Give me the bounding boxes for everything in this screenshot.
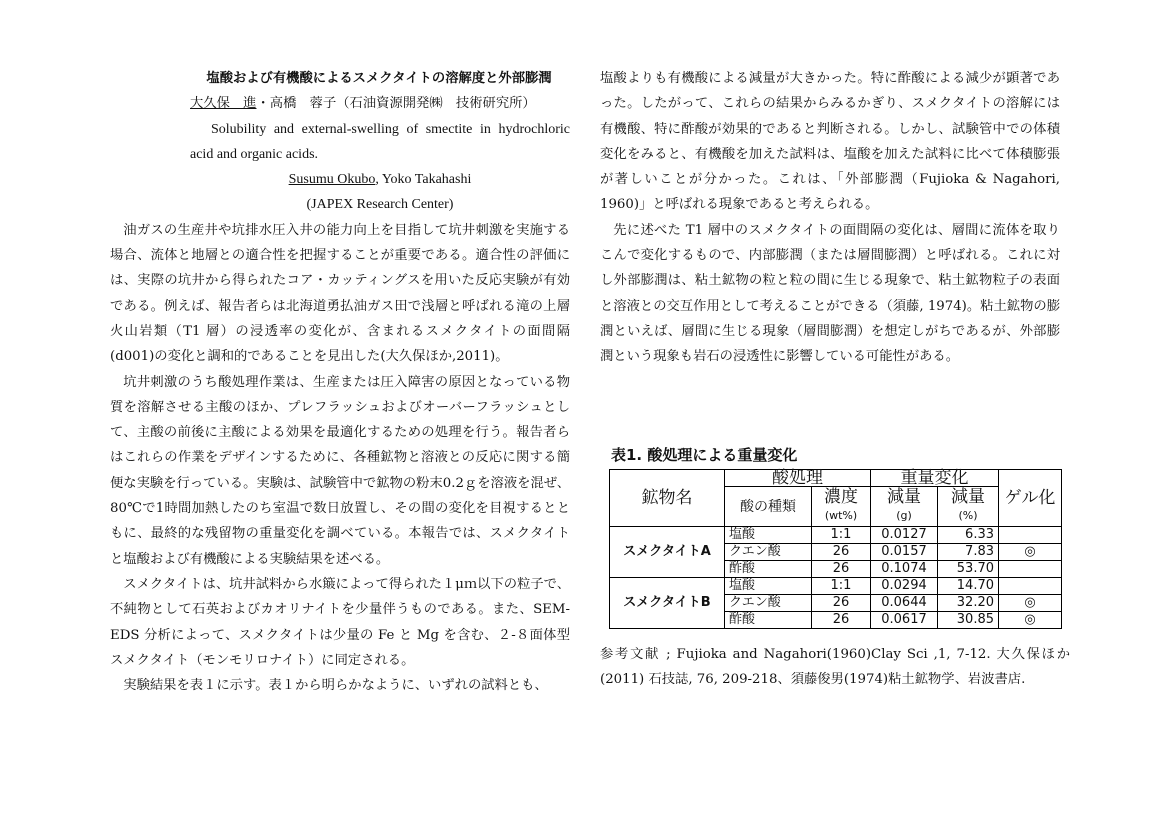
acid-cell: 酢酸 bbox=[725, 561, 812, 578]
loss-pct-cell: 14.70 bbox=[938, 578, 999, 595]
loss-g-cell: 0.0644 bbox=[871, 595, 938, 612]
gel-cell bbox=[999, 561, 1062, 578]
header-acid-type: 酸の種類 bbox=[725, 487, 812, 527]
loss-pct-cell: 6.33 bbox=[938, 527, 999, 544]
acid-cell: クエン酸 bbox=[725, 544, 812, 561]
conc-cell: 1:1 bbox=[812, 527, 871, 544]
body-paragraph: 坑井刺激のうち酸処理作業は、生産または圧入障害の原因となっている物質を溶解させる主酸のほか、プレフラッシュおよびオーバーフラッシュとして、主酸の前後に主酸による効果を最適化するための処理を行う。報告者らはこれらの作業をデザインするために、各種鉱物と溶液との反応に関する簡便な実験を行っている。実験は、試験管中で鉱物の粉末0.2ｇを溶液を混ぜ、80℃で1時間加熱したのち室温で数日放置し、その間の変化を目視するとともに、最終的な残留物の重量変化を調べている。本報告では、スメクタイトと塩酸および有機酸による実験結果を述べる。 bbox=[110, 374, 570, 567]
authors-en bbox=[110, 167, 570, 192]
conc-cell: 26 bbox=[812, 561, 871, 578]
table-row bbox=[610, 578, 1062, 595]
header-gel: ゲル化 bbox=[999, 470, 1062, 527]
header-conc: 濃度 (wt%) bbox=[812, 487, 871, 527]
conc-cell: 26 bbox=[812, 595, 871, 612]
header-loss-pct: 減量 (%) bbox=[938, 487, 999, 527]
header-mineral: 鉱物名 bbox=[610, 470, 725, 527]
loss-g-cell: 0.1074 bbox=[871, 561, 938, 578]
loss-g-cell: 0.0294 bbox=[871, 578, 938, 595]
acid-cell: クエン酸 bbox=[725, 595, 812, 612]
paper-title-ja: 塩酸および有機酸によるスメクタイトの溶解度と外部膨潤 bbox=[206, 71, 552, 86]
acid-cell: 塩酸 bbox=[725, 578, 812, 595]
left-column bbox=[110, 66, 570, 698]
body-paragraph: 先に述べた T1 層中のスメクタイトの面間隔の変化は、層間に流体を取りこんで変化するもので、内部膨潤（または層間膨潤）と呼ばれる。これに対し外部膨潤は、粘土鉱物の粒と粒の間に生じる現象で、粘土鉱物粒子の表面と溶液との交互作用として考えることができる（須藤, 1974)。粘土鉱物の膨潤といえば、層間に生じる現象（層間膨潤）を想定しがちであるが、外部膨潤という現象も岩石の浸透性に影響している可能性がある。 bbox=[600, 222, 1060, 365]
loss-g-cell: 0.0617 bbox=[871, 612, 938, 629]
mineral-cell: スメクタイトB bbox=[610, 578, 725, 629]
presenting-author-ja: 大久保 進 bbox=[190, 96, 257, 112]
loss-pct-cell: 32.20 bbox=[938, 595, 999, 612]
body-paragraph: 油ガスの生産井や坑排水圧入井の能力向上を目指して坑井刺激を実施する場合、流体と地層との適合性を把握することが重要である。適合性の評価には、実際の坑井から得られたコア・カッティングスを用いた反応実験が有効である。例えば、報告者らは北海道勇払油ガス田で浅層と呼ばれる滝の上層火山岩類（T1 層）の浸透率の変化が、含まれるスメクタイトの面間隔(d001)の変化と調和的であることを見出した(大久保ほか,2011)。 bbox=[110, 222, 570, 365]
loss-g-cell: 0.0127 bbox=[871, 527, 938, 544]
authors-ja bbox=[110, 91, 570, 116]
loss-pct-cell: 30.85 bbox=[938, 612, 999, 629]
weight-change-table bbox=[609, 469, 1062, 629]
loss-pct-cell: 53.70 bbox=[938, 561, 999, 578]
table-caption: 表1. 酸処理による重量変化 bbox=[611, 446, 798, 464]
coauthors-ja: ・高橋 蓉子（石油資源開発㈱ 技術研究所） bbox=[256, 96, 536, 112]
references bbox=[600, 642, 1070, 693]
coauthors-en: , Yoko Takahashi bbox=[375, 172, 472, 188]
table-row bbox=[610, 527, 1062, 544]
acid-cell: 塩酸 bbox=[725, 527, 812, 544]
header-weight-change: 重量変化 bbox=[871, 470, 999, 487]
right-column bbox=[600, 66, 1060, 370]
conc-cell: 26 bbox=[812, 544, 871, 561]
references-text: 参考文献 ; Fujioka and Nagahori(1960)Clay Sci ,1, 7-12. 大久保ほか(2011) 石技誌, 76, 209-218、須藤俊男(1974)粘土鉱物学、岩波書店. bbox=[600, 647, 1070, 688]
body-paragraph: スメクタイトは、坑井試料から水簸によって得られた１μｍ以下の粒子で、不純物として石英およびカオリナイトを少量伴うものである。また、SEM-EDS 分析によって、スメクタイトは少量の Fe と Mg を含む、２-８面体型スメクタイト（モンモリロナイト）に同定される。 bbox=[110, 576, 570, 668]
body-paragraph: 実験結果を表１に示す。表１から明らかなように、いずれの試料とも、 bbox=[123, 678, 548, 694]
affiliation-en: (JAPEX Research Center) bbox=[306, 197, 454, 213]
gel-cell bbox=[999, 578, 1062, 595]
presenting-author-en: Susumu Okubo bbox=[288, 172, 376, 188]
body-paragraph: 塩酸よりも有機酸による減量が大きかった。特に酢酸による減少が顕著であった。したがって、これらの結果からみるかぎり、スメクタイトの溶解には有機酸、特に酢酸が効果的であると判断される。しかし、試験管中での体積変化をみると、有機酸を加えた試料は、塩酸を加えた試料に比べて体積膨張が著しいことが分かった。これは、「外部膨潤（Fujioka & Nagahori, 1960)」と呼ばれる現象であると考えられる。 bbox=[600, 71, 1060, 213]
gel-cell bbox=[999, 527, 1062, 544]
header-acid-treatment: 酸処理 bbox=[725, 470, 871, 487]
conc-cell: 1:1 bbox=[812, 578, 871, 595]
gel-cell: ◎ bbox=[999, 544, 1062, 561]
gel-cell: ◎ bbox=[999, 595, 1062, 612]
acid-cell: 酢酸 bbox=[725, 612, 812, 629]
paper-title-en: Solubility and external-swelling of smectite in hydrochloric acid and organic acids. bbox=[190, 121, 570, 162]
gel-cell: ◎ bbox=[999, 612, 1062, 629]
mineral-cell: スメクタイトA bbox=[610, 527, 725, 578]
conc-cell: 26 bbox=[812, 612, 871, 629]
header-loss-g: 減量 (g) bbox=[871, 487, 938, 527]
loss-g-cell: 0.0157 bbox=[871, 544, 938, 561]
loss-pct-cell: 7.83 bbox=[938, 544, 999, 561]
